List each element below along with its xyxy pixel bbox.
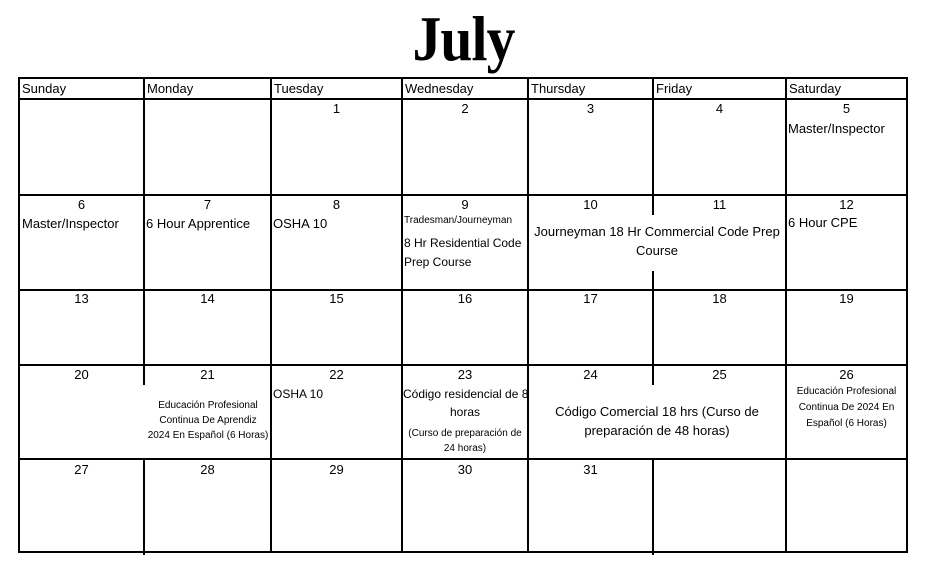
day-number: 8 (332, 197, 341, 212)
day-number: 14 (200, 291, 215, 306)
month-title: July (412, 3, 515, 74)
event-educacion-profesional: Español (6 Horas) (806, 418, 887, 429)
weekday-header-thursday: Thursday (531, 81, 586, 96)
day-number: 5 (842, 101, 851, 116)
weekday-header-tuesday: Tuesday (274, 81, 324, 96)
day-number: 6 (77, 197, 86, 212)
calendar-grid (18, 77, 908, 553)
day-number: 25 (712, 367, 727, 382)
week-divider (20, 458, 906, 460)
event-6-hour-cpe: 6 Hour CPE (788, 215, 858, 230)
weekday-header-saturday: Saturday (789, 81, 842, 96)
event-educacion-profesional-aprendiz: 2024 En Español (6 Horas) (147, 430, 269, 441)
day-number: 30 (457, 462, 473, 477)
weekday-header-friday: Friday (656, 81, 693, 96)
day-number: 17 (583, 291, 598, 306)
day-number: 24 (583, 367, 598, 382)
column-divider (401, 79, 403, 551)
day-number: 16 (457, 291, 473, 306)
event-codigo-residencial: Código residencial de 8 (403, 387, 529, 401)
day-number: 7 (203, 197, 212, 212)
event-6-hour-apprentice: 6 Hour Apprentice (146, 216, 251, 231)
event-residential-code-line: Prep Course (404, 255, 472, 269)
column-divider (652, 79, 654, 215)
day-number: 31 (583, 462, 598, 477)
event-educacion-profesional: Educación Profesional (796, 386, 897, 397)
day-number: 10 (583, 197, 598, 212)
event-journeyman-commercial-code: Course (636, 243, 678, 258)
day-number: 12 (839, 197, 854, 212)
day-number: 4 (715, 101, 724, 116)
column-divider (270, 79, 272, 551)
day-number: 23 (457, 367, 473, 382)
day-number: 27 (74, 462, 89, 477)
week-divider (20, 194, 906, 196)
column-divider (652, 459, 654, 555)
day-number: 18 (712, 291, 727, 306)
column-divider (143, 79, 145, 365)
day-number: 22 (329, 367, 344, 382)
day-number: 26 (839, 367, 854, 382)
event-codigo-comercial: preparación de 48 horas) (584, 423, 730, 438)
event-codigo-residencial-prep: 24 horas) (443, 443, 487, 454)
day-number: 21 (200, 367, 215, 382)
day-number: 28 (200, 462, 215, 477)
event-osha-10: OSHA 10 (273, 387, 324, 401)
event-master-inspector: Master/Inspector (22, 216, 119, 231)
weekday-header-monday: Monday (147, 81, 194, 96)
event-tradesman-journeyman: Tradesman/Journeyman (404, 215, 513, 226)
event-osha-10: OSHA 10 (273, 216, 328, 231)
day-number: 15 (329, 291, 344, 306)
event-codigo-residencial-prep: (Curso de preparación de (408, 428, 522, 439)
column-divider (527, 79, 529, 551)
day-number: 13 (74, 291, 89, 306)
day-number: 29 (329, 462, 344, 477)
event-educacion-profesional-aprendiz: Educación Profesional (158, 400, 258, 411)
day-number: 9 (461, 197, 469, 212)
day-number: 20 (74, 367, 89, 382)
day-number: 11 (712, 197, 727, 212)
event-codigo-comercial: Código Comercial 18 hrs (Curso de (555, 404, 759, 419)
weekday-header-sunday: Sunday (22, 81, 67, 96)
header-divider (20, 98, 906, 100)
event-educacion-profesional: Continua De 2024 En (798, 402, 895, 413)
event-journeyman-commercial-code: Journeyman 18 Hr Commercial Code Prep (534, 224, 780, 239)
weekday-header-wednesday: Wednesday (405, 81, 474, 96)
column-divider (785, 79, 787, 551)
day-number: 3 (586, 101, 595, 116)
event-master-inspector: Master/Inspector (788, 121, 885, 136)
week-divider (20, 364, 906, 366)
day-number: 2 (461, 101, 469, 116)
event-residential-code-line: 8 Hr Residential Code (404, 236, 522, 250)
day-number: 1 (332, 101, 341, 116)
event-codigo-residencial: horas (449, 405, 481, 419)
day-number: 19 (839, 291, 854, 306)
event-educacion-profesional-aprendiz: Continua De Aprendiz (159, 415, 257, 426)
